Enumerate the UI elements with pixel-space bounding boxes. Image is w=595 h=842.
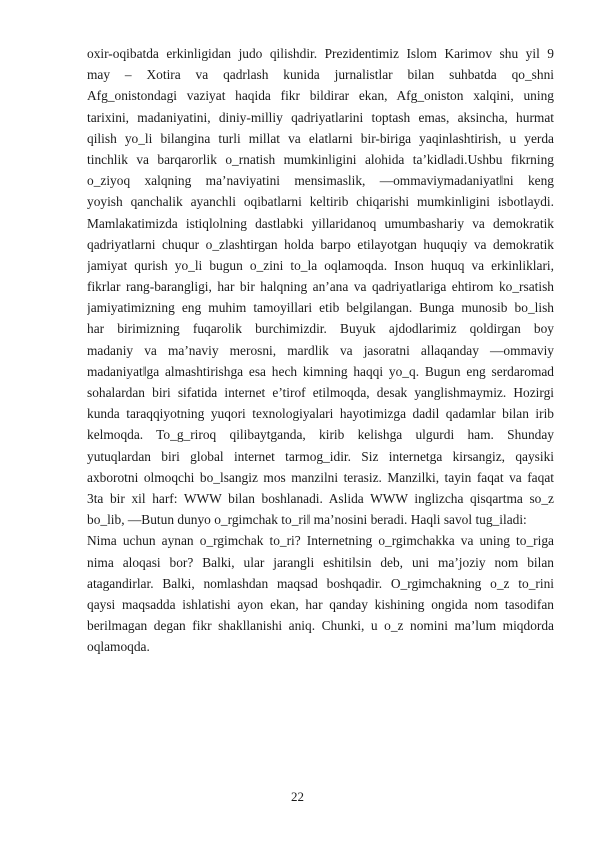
text-line: atagandirlar. Balki, nomlashdan maqsad boshqadir. O_rgimchakning o_z to_rini <box>87 575 554 591</box>
text-line: axborotni olmoqchi bo_lsangiz mos manzilni terasiz. Manzilki, tayin faqat va faqat <box>87 469 554 485</box>
body-text <box>87 43 554 657</box>
text-line: jamiyat qurish yo_li bugun o_zini to_la oqlamoqda. Inson huquq va erkinliklari, <box>87 257 554 273</box>
text-line: kunda taraqqiyotning yuqori texnologiyalari hayotimizga dadil qadamlar bilan irib <box>87 406 554 422</box>
text-line: oxir-oqibatda erkinligidan judo qilishdir. Prezidentimiz Islom Karimov shu yil 9 <box>87 46 554 61</box>
text-line: o_ziyoq xalqning ma’naviyatini mensimaslik, ―ommaviymadaniyat‖ni keng <box>87 173 554 189</box>
text-line: har birimizning fuqarolik burchimizdir. Buyuk ajdodlarimiz qoldirgan boy <box>87 321 554 337</box>
text-line: madaniyat‖ga almashtirishga esa hech kimning haqqi yo_q. Bugun eng serdaromad <box>87 363 554 379</box>
text-line: yutuqlardan biri global internet tarmog_idir. Siz internetga kirsangiz, qaysiki <box>87 448 554 464</box>
text-line: qilish yo_li bilangina turli millat va elatlarni bir-biriga yaqinlashtirish, u yerda <box>87 130 554 146</box>
text-line: 3ta bir xil harf: WWW bilan boshlanadi. Aslida WWW inglizcha qisqartma so_z <box>87 490 554 506</box>
text-line: jamiyatimizning eng muhim tamoyillari etib belgilangan. Bunga munosib bo_lish <box>87 300 554 316</box>
text-line: qadriyatlarni chuqur o_zlashtirgan holda barpo etilayotgan huquqiy va demokratik <box>87 236 554 252</box>
text-line: nima aloqasi bor? Balki, ular jarangli eshitilsin deb, uni ma’joziy nom bilan <box>87 554 554 570</box>
text-line: Afg_onistondagi vaziyat haqida fikr bildirar ekan, Afg_oniston xalqini, uning <box>87 88 554 104</box>
text-line: may – Xotira va qadrlash kunida jurnalistlar bilan suhbatda qo_shni <box>87 67 554 83</box>
text-line: kelmoqda. To_g_riroq qilibaytganda, kirib kelishga ulgurdi ham. Shunday <box>87 427 554 443</box>
text-line: madaniy va ma’naviy merosni, mardlik va jasoratni allaqanday ―ommaviy <box>87 342 554 358</box>
text-line: Mamlakatimizda istiqlolning dastlabki yillaridanoq umumbashariy va demokratik <box>87 215 554 231</box>
text-line: sohalardan biri sifatida internet e’tirof etilmoqda, desak yanglishmaymiz. Hozirgi <box>87 385 554 400</box>
page-number: 22 <box>291 789 304 804</box>
text-line: fikrlar rang-barangligi, har bir halqning an’ana va qadriyatlariga ehtirom ko_rsatish <box>87 279 554 295</box>
text-line: tarixini, madaniyatini, diniy-milliy qadriyatlarini toptash emas, aksincha, hurmat <box>87 109 554 125</box>
text-line: oqlamoqda. <box>87 639 150 655</box>
text-line: tinchlik va barqarorlik o_rnatish mumkinligini alohida ta’kidladi.Ushbu fikrning <box>87 151 554 167</box>
text-line: bo_lib, ―Butun dunyo o_rgimchak to_ri‖ ma’nosini beradi. Haqli savol tug_iladi: <box>87 512 527 528</box>
text-line: Nima uchun aynan o_rgimchak to_ri? Internetning o_rgimchakka va uning to_riga <box>87 533 554 549</box>
text-line: yoyish qanchalik ayanchli oqibatlarni keltirib chiqarishi mumkinligini isbotlaydi. <box>87 194 554 210</box>
text-line: qaysi maqsadda ishlatishi ayon ekan, har qanday kishining ongida nom tasodifan <box>87 596 554 612</box>
text-line: berilmagan degan fikr shakllanishi aniq. Chunki, u o_z nomini ma’lum miqdorda <box>87 618 554 634</box>
